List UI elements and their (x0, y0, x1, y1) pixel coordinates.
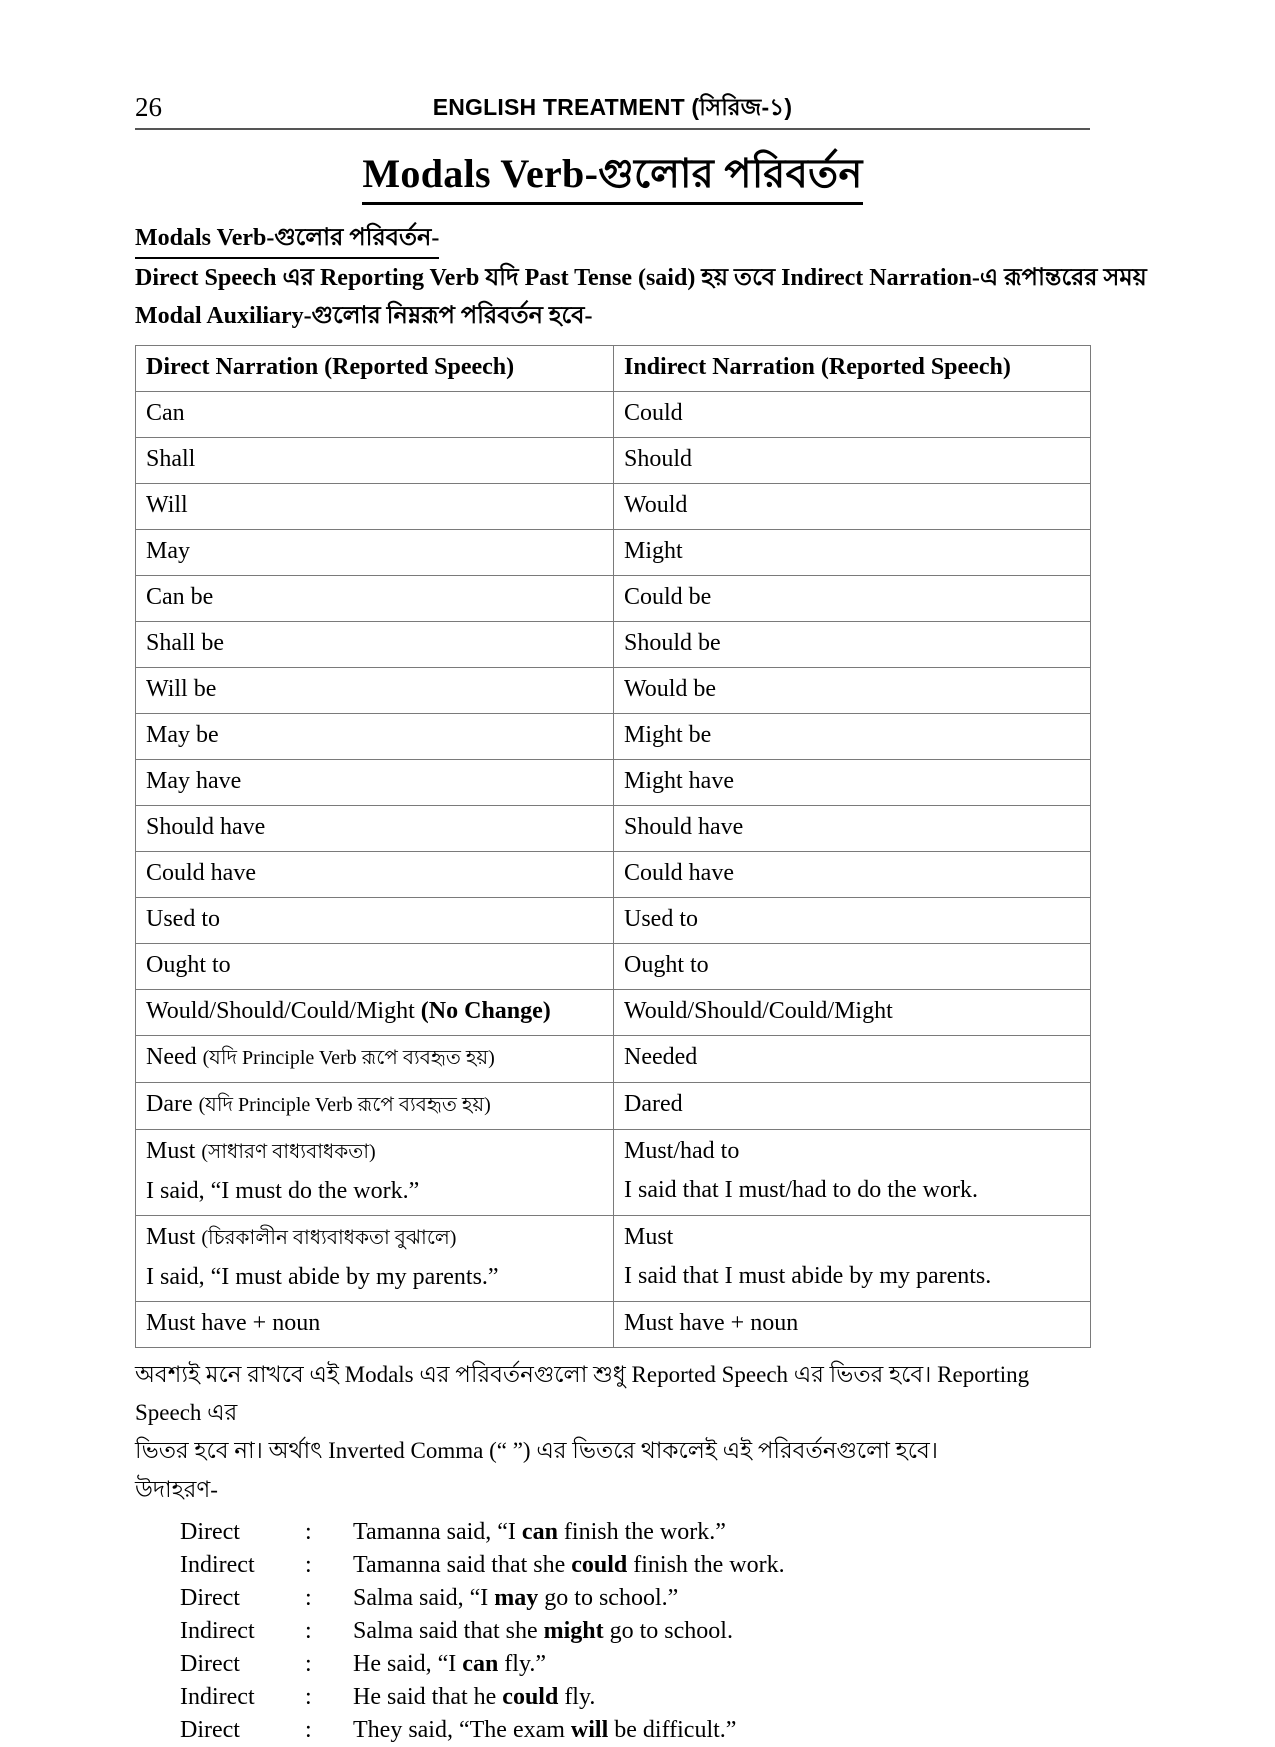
cell-direct (136, 622, 614, 668)
table-row (136, 806, 1091, 852)
cell-indirect (614, 1130, 1091, 1216)
example-modal: could (502, 1684, 559, 1710)
example-colon: : (305, 1519, 312, 1545)
cell-direct-text: Could have (146, 860, 256, 886)
page-content (135, 90, 1147, 1747)
cell-direct (136, 530, 614, 576)
example-colon: : (305, 1552, 312, 1578)
table-row (136, 990, 1091, 1036)
example-modal: can (462, 1651, 499, 1677)
cell-direct (136, 1036, 614, 1083)
cell-indirect (614, 1216, 1091, 1302)
cell-direct-text: May have (146, 768, 242, 794)
cell-direct (136, 576, 614, 622)
intro-line-2: Modal Auxiliary-গুলোর নিম্নরূপ পরিবর্তন হবে- (135, 303, 593, 329)
cell-direct (136, 806, 614, 852)
cell-direct (136, 1216, 614, 1302)
cell-direct-example: I said, “I must abide by my parents.” (146, 1264, 499, 1290)
example-modal: may (494, 1585, 539, 1611)
table-row (136, 1036, 1091, 1083)
example-modal: could (571, 1552, 628, 1578)
example-modal: might (543, 1618, 604, 1644)
cell-indirect-text: Might have (624, 768, 734, 794)
cell-direct-text: Need (146, 1044, 203, 1070)
cell-indirect (614, 1083, 1091, 1130)
example-pre: They said, “The exam (353, 1717, 571, 1743)
example-post: finish the work. (627, 1552, 785, 1578)
example-type-label: Direct (180, 1717, 240, 1743)
example-pre: Tamanna said, “I (353, 1519, 522, 1545)
page-header (135, 90, 1090, 132)
example-row (180, 1648, 785, 1681)
table-row (136, 530, 1091, 576)
column-header-indirect: Indirect Narration (Reported Speech) (614, 346, 1091, 392)
example-post: go to school. (603, 1618, 733, 1644)
intro-block (135, 219, 1147, 335)
intro-heading (135, 219, 1090, 259)
intro-line-1: Direct Speech এর Reporting Verb যদি Past Tense (said) হয় তবে Indirect Narration-এ রূপান্তরের সময় (135, 265, 1147, 291)
notes-block (135, 1356, 1090, 1508)
example-colon: : (305, 1717, 312, 1743)
cell-indirect-text: Could (624, 400, 683, 426)
cell-indirect (614, 622, 1091, 668)
cell-direct-text: Should have (146, 814, 266, 840)
cell-indirect (614, 990, 1091, 1036)
table-row (136, 392, 1091, 438)
cell-direct-text: Shall (146, 446, 196, 472)
table-row (136, 1216, 1091, 1302)
cell-indirect (614, 806, 1091, 852)
example-post: fly.” (498, 1651, 547, 1677)
example-sentence (353, 1714, 785, 1747)
cell-direct-text: Used to (146, 906, 220, 932)
cell-indirect-text: Used to (624, 906, 698, 932)
cell-indirect (614, 760, 1091, 806)
cell-indirect (614, 714, 1091, 760)
example-post: finish the work.” (557, 1519, 726, 1545)
page-title-text: Modals Verb-গুলোর পরিবর্তন (362, 148, 862, 205)
example-row (180, 1516, 785, 1549)
examples-table (180, 1516, 785, 1747)
example-colon: : (305, 1684, 312, 1710)
intro-heading-text: Modals Verb-গুলোর পরিবর্তন- (135, 219, 439, 259)
cell-indirect (614, 1302, 1091, 1348)
book-title: ENGLISH TREATMENT (সিরিজ-১) (432, 94, 793, 120)
cell-indirect (614, 1036, 1091, 1083)
cell-direct (136, 852, 614, 898)
example-sentence (353, 1681, 785, 1714)
cell-direct (136, 760, 614, 806)
note-line-2: ভিতর হবে না। অর্থাৎ Inverted Comma (“ ”) এর ভিতরে থাকলেই এই পরিবর্তনগুলো হবে। (135, 1438, 938, 1463)
cell-indirect-text: Should be (624, 630, 721, 656)
cell-indirect-text: Must (624, 1224, 674, 1250)
example-pre: He said that he (353, 1684, 503, 1710)
table-row (136, 668, 1091, 714)
example-sentence (353, 1648, 785, 1681)
cell-indirect-text: Should (624, 446, 693, 472)
example-colon: : (305, 1651, 312, 1677)
table-row (136, 622, 1091, 668)
cell-direct (136, 944, 614, 990)
cell-direct (136, 1130, 614, 1216)
cell-indirect (614, 668, 1091, 714)
example-pre: He said, “I (353, 1651, 463, 1677)
cell-indirect (614, 530, 1091, 576)
cell-indirect (614, 484, 1091, 530)
example-colon: : (305, 1618, 312, 1644)
cell-indirect-example: I said that I must/had to do the work. (624, 1177, 978, 1203)
example-pre: Tamanna said that she (353, 1552, 572, 1578)
cell-direct (136, 898, 614, 944)
table-header-row (136, 346, 1091, 392)
example-colon: : (305, 1585, 312, 1611)
example-type-label: Indirect (180, 1552, 255, 1578)
cell-direct (136, 714, 614, 760)
cell-indirect-text: Might (624, 538, 683, 564)
cell-direct-text: May be (146, 722, 219, 748)
cell-indirect-text: Must have + noun (624, 1310, 799, 1336)
cell-direct (136, 668, 614, 714)
table-row (136, 1083, 1091, 1130)
cell-direct-text: Must have + noun (146, 1310, 321, 1336)
cell-indirect-text: Might be (624, 722, 712, 748)
example-modal: can (521, 1519, 558, 1545)
cell-direct (136, 1302, 614, 1348)
cell-direct-text: Must (146, 1224, 202, 1250)
cell-indirect-text: Should have (624, 814, 744, 840)
cell-indirect-text: Would (624, 492, 688, 518)
cell-indirect-text: Would/Should/Could/Might (624, 998, 893, 1024)
table-row (136, 714, 1091, 760)
cell-direct-text: May (146, 538, 190, 564)
example-row (180, 1582, 785, 1615)
cell-direct-note: (চিরকালীন বাধ্যবাধকতা বুঝালে) (201, 1227, 457, 1249)
example-type-label: Indirect (180, 1684, 255, 1710)
cell-direct (136, 438, 614, 484)
example-pre: Salma said, “I (353, 1585, 495, 1611)
example-type-label: Direct (180, 1585, 240, 1611)
example-post: go to school.” (538, 1585, 679, 1611)
page-title (135, 148, 1090, 205)
example-row (180, 1615, 785, 1648)
cell-indirect-text: Must/had to (624, 1138, 740, 1164)
cell-indirect-text: Ought to (624, 952, 709, 978)
cell-indirect (614, 898, 1091, 944)
table-row (136, 1302, 1091, 1348)
table-row (136, 1130, 1091, 1216)
example-type-label: Direct (180, 1519, 240, 1545)
cell-indirect (614, 576, 1091, 622)
column-header-direct: Direct Narration (Reported Speech) (136, 346, 614, 392)
cell-indirect (614, 944, 1091, 990)
cell-indirect-text: Dared (624, 1091, 683, 1117)
cell-indirect (614, 438, 1091, 484)
cell-indirect-text: Needed (624, 1044, 698, 1070)
cell-direct (136, 990, 614, 1036)
cell-direct (136, 392, 614, 438)
cell-indirect-text: Could have (624, 860, 734, 886)
cell-direct (136, 484, 614, 530)
cell-direct-note: (যদি Principle Verb রূপে ব্যবহৃত হয়) (202, 1047, 495, 1069)
table-row (136, 898, 1091, 944)
cell-direct (136, 1083, 614, 1130)
cell-direct-text: Must (146, 1138, 202, 1164)
example-post: fly. (558, 1684, 596, 1710)
cell-indirect-example: I said that I must abide by my parents. (624, 1263, 992, 1289)
example-sentence (353, 1615, 785, 1648)
cell-direct-text: Would/Should/Could/Might (146, 998, 421, 1024)
cell-direct-text: Will be (146, 676, 217, 702)
table-row (136, 944, 1091, 990)
note-line-1: অবশ্যই মনে রাখবে এই Modals এর পরিবর্তনগুলো শুধু Reported Speech এর ভিতর হবে। Reporting Speech এর (135, 1362, 1030, 1425)
table-row (136, 438, 1091, 484)
modals-table (135, 345, 1091, 1348)
example-row (180, 1549, 785, 1582)
example-post: be difficult.” (608, 1717, 737, 1743)
cell-direct-text: Can (146, 400, 185, 426)
table-row (136, 576, 1091, 622)
cell-indirect-text: Could be (624, 584, 712, 610)
examples-label: উদাহরণ- (135, 1477, 218, 1502)
example-sentence (353, 1549, 785, 1582)
example-pre: Salma said that she (353, 1618, 544, 1644)
cell-direct-text: Can be (146, 584, 214, 610)
cell-direct-example: I said, “I must do the work.” (146, 1178, 420, 1204)
cell-indirect-text: Would be (624, 676, 717, 702)
table-row (136, 852, 1091, 898)
table-row (136, 760, 1091, 806)
cell-direct-note: (No Change) (420, 998, 551, 1024)
cell-direct-text: Will (146, 492, 188, 518)
cell-indirect (614, 392, 1091, 438)
example-row (180, 1714, 785, 1747)
example-sentence (353, 1516, 785, 1549)
cell-direct-note: (সাধারণ বাধ্যবাধকতা) (201, 1141, 376, 1163)
example-row (180, 1681, 785, 1714)
table-body (136, 392, 1091, 1348)
cell-direct-text: Ought to (146, 952, 231, 978)
example-sentence (353, 1582, 785, 1615)
example-type-label: Direct (180, 1651, 240, 1677)
cell-indirect (614, 852, 1091, 898)
example-modal: will (570, 1717, 609, 1743)
table-row (136, 484, 1091, 530)
cell-direct-note: (যদি Principle Verb রূপে ব্যবহৃত হয়) (198, 1094, 491, 1116)
cell-direct-text: Dare (146, 1091, 199, 1117)
page-number: 26 (135, 92, 162, 122)
cell-direct-text: Shall be (146, 630, 224, 656)
example-type-label: Indirect (180, 1618, 255, 1644)
header-divider (135, 128, 1090, 130)
